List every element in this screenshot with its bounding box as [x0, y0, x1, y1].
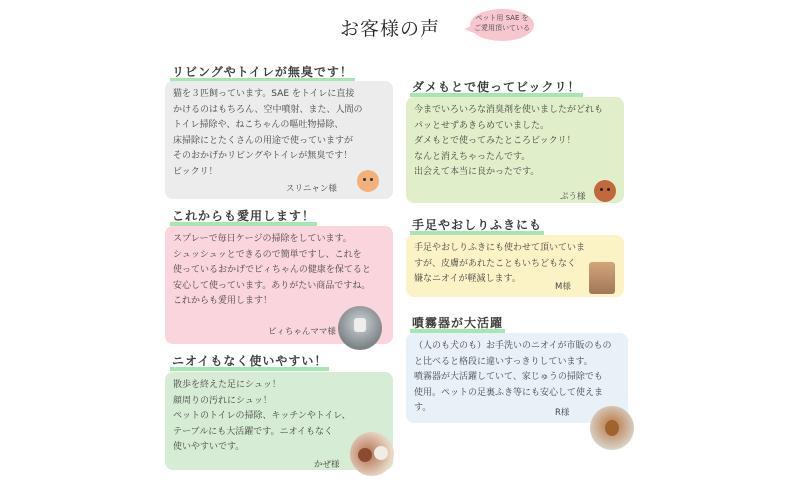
testimonial-5-heading: 手足やおしりふきにも: [412, 216, 542, 233]
testimonial-3-author: かぜ様: [314, 460, 340, 470]
speech-bubble: ペット用 SAE を ご愛用頂いている: [470, 9, 534, 41]
dogs-photo: [350, 432, 394, 476]
cat-face-icon: [357, 170, 379, 192]
cat-photo: [589, 262, 615, 294]
testimonial-4-author: ぷう様: [560, 192, 586, 202]
testimonial-5-body: 手足やおしりふきにも使わせて頂いていま すが、皮膚があれたこともいちどもなく 嫌なニオイが軽減します。: [414, 243, 586, 284]
testimonial-1-body: 猫を３匹飼っています。SAE をトイレに直接 かけるのはもちろん、空中噴射、また、人間の トイレ掃除や、ねこちゃんの嘔吐物掃除、 床掃除にとたくさんの用途で使っていますが そのおかげかリビングやトイレが無臭です！ ビックリ！: [173, 89, 363, 177]
testimonial-6-author: R様: [555, 408, 570, 418]
testimonial-2-heading: これからも愛用します！: [172, 207, 315, 224]
testimonial-1-heading: リビングやトイレが無臭です！: [172, 63, 353, 80]
dog-photo: [590, 406, 634, 450]
testimonial-6-body: （人のも犬のも）お手洗いのニオイが市販のもの と比べると格段に違いすっきりしています。 噴霧器が大活躍していて、家じゅうの掃除でも 使用。ペットの足裏ふき等にも安心して使えます。: [414, 341, 612, 413]
page-title: お客様の声: [340, 18, 441, 40]
testimonial-4-heading: ダメもとで使ってビックリ！: [412, 78, 581, 95]
testimonial-4-card: [406, 97, 624, 203]
testimonial-4-body: 今までいろいろな消臭剤を使いましたがどれも パッとせずあきらめていました。 ダメもとで使ってみたところビックリ！ なんと消えちゃったんです。 出会えて本当に良かったです。: [414, 105, 604, 177]
testimonial-3-heading: ニオイもなく使いやすい！: [172, 352, 327, 369]
testimonial-5-author: M様: [555, 282, 571, 292]
testimonial-6-heading: 噴霧器が大活躍: [412, 314, 503, 331]
testimonial-2-body: スプレーで毎日ケージの掃除をしています。 シュッシュッとできるので簡単ですし、これを 使っているおかげでピィちゃんの健康を保てると 安心して使っています。ありがたい商品ですね。 これからも愛用します！: [173, 234, 371, 306]
testimonial-6-card: [406, 333, 628, 423]
testimonial-2-author: ピィちゃんママ様: [268, 327, 336, 337]
bird-cage-photo: [338, 306, 382, 350]
poodle-face-icon: [594, 180, 616, 202]
testimonial-3-body: 散歩を終えた足にシュッ！ 顔周りの汚れにシュッ！ ペットのトイレの掃除、キッチンやトイレ、 テーブルにも大活躍です。ニオイもなく 使いやすいです。: [173, 380, 351, 452]
testimonial-1-author: スリニャン様: [286, 184, 337, 194]
